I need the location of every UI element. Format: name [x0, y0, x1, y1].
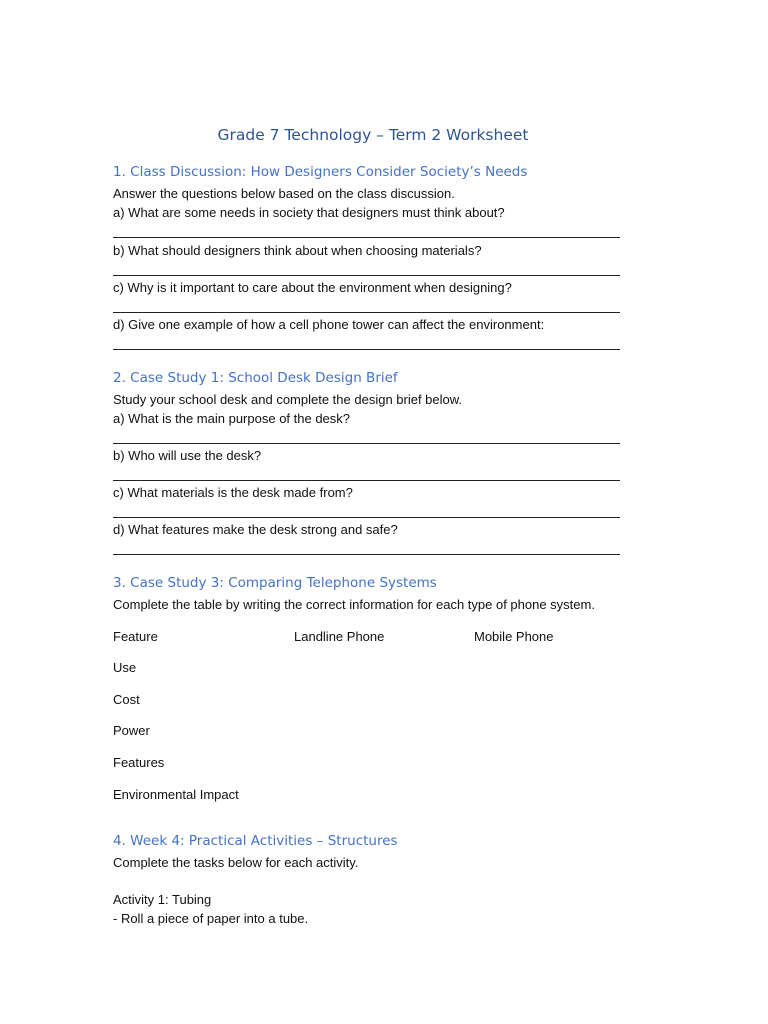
answer-line[interactable]: [113, 349, 620, 350]
table-header-feature: Feature: [113, 629, 158, 644]
answer-line[interactable]: [113, 443, 620, 444]
answer-line[interactable]: [113, 275, 620, 276]
answer-line[interactable]: [113, 554, 620, 555]
table-row-label: Power: [113, 723, 150, 738]
table-row-label: Environmental Impact: [113, 787, 239, 802]
table-row-label: Use: [113, 660, 137, 675]
section-1-question-a: a) What are some needs in society that designers must think about?: [113, 205, 505, 220]
section-4-intro: Complete the tasks below for each activity.: [113, 855, 359, 870]
table-row-label: Features: [113, 755, 165, 770]
table-header-mobile: Mobile Phone: [474, 629, 554, 644]
table-header-landline: Landline Phone: [294, 629, 385, 644]
section-4-heading: 4. Week 4: Practical Activities – Structures: [113, 833, 398, 849]
activity-title: Activity 1: Tubing: [113, 892, 212, 907]
section-1-question-c: c) Why is it important to care about the environment when designing?: [113, 280, 512, 295]
answer-line[interactable]: [113, 237, 620, 238]
answer-line[interactable]: [113, 312, 620, 313]
answer-line[interactable]: [113, 517, 620, 518]
section-3-heading: 3. Case Study 3: Comparing Telephone Systems: [113, 575, 437, 591]
section-3-intro: Complete the table by writing the correct information for each type of phone system.: [113, 597, 595, 612]
section-2-question-b: b) Who will use the desk?: [113, 448, 262, 463]
activity-step: - Roll a piece of paper into a tube.: [113, 911, 309, 926]
section-2-question-a: a) What is the main purpose of the desk?: [113, 411, 351, 426]
section-2-heading: 2. Case Study 1: School Desk Design Brief: [113, 370, 398, 386]
section-1-intro: Answer the questions below based on the class discussion.: [113, 186, 455, 201]
page-title: Grade 7 Technology – Term 2 Worksheet: [217, 126, 529, 144]
table-row-label: Cost: [113, 692, 140, 707]
section-1-heading: 1. Class Discussion: How Designers Consider Society’s Needs: [113, 164, 528, 180]
section-2-question-d: d) What features make the desk strong and safe?: [113, 522, 398, 537]
section-2-question-c: c) What materials is the desk made from?: [113, 485, 353, 500]
section-2-intro: Study your school desk and complete the design brief below.: [113, 392, 463, 407]
answer-line[interactable]: [113, 480, 620, 481]
section-1-question-d: d) Give one example of how a cell phone tower can affect the environment:: [113, 317, 545, 332]
section-1-question-b: b) What should designers think about when choosing materials?: [113, 243, 482, 258]
